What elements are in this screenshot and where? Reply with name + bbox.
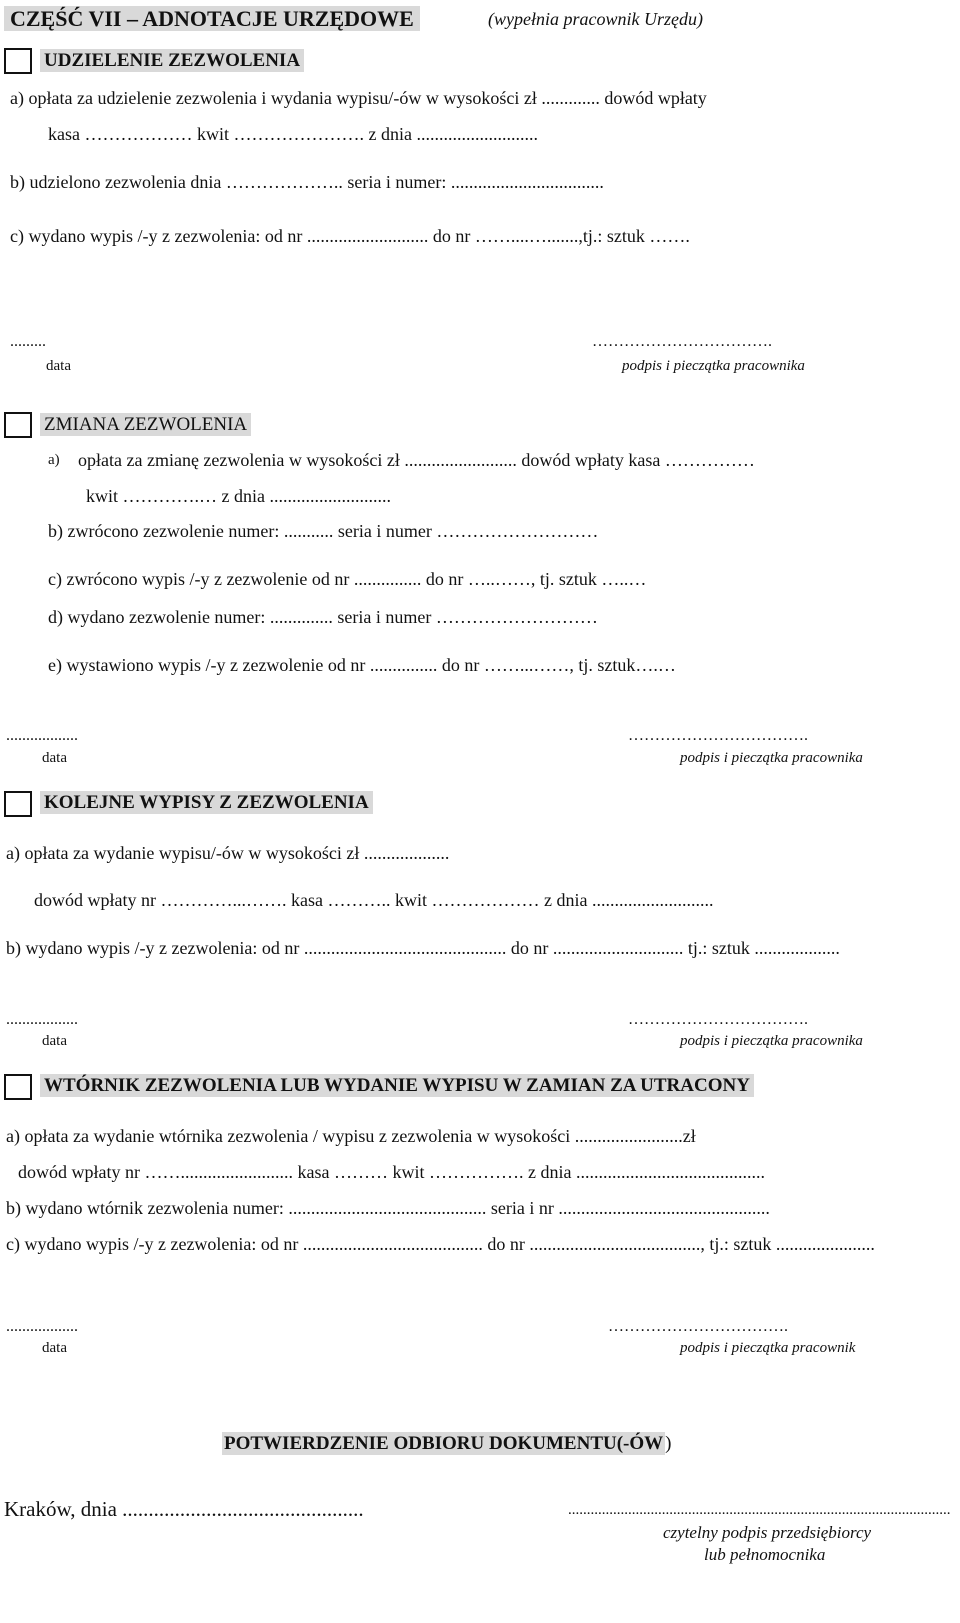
page-title xyxy=(4,6,420,32)
section-heading: WTÓRNIK ZEZWOLENIA LUB WYDANIE WYPISU W ZAMIAN ZA UTRACONY xyxy=(40,1075,754,1097)
udzielenie-checkbox[interactable] xyxy=(4,48,32,74)
s1-line-a1: a) opłata za udzielenie zezwolenia i wydania wypisu/-ów w wysokości zł ............. dowód wpłaty xyxy=(10,88,707,108)
sign-label: podpis i pieczątka pracownika xyxy=(680,1033,863,1049)
header-note: (wypełnia pracownik Urzędu) xyxy=(488,9,703,29)
s1-line-b: b) udzielono zezwolenia dnia ……………….. seria i numer: .................................. xyxy=(10,172,604,192)
signature-dots: ...................................................................................................... xyxy=(568,1502,951,1518)
date-label: data xyxy=(46,358,71,374)
s1-line-a2: kasa ……………… kwit …………………. z dnia ........................... xyxy=(48,124,538,144)
date-label: data xyxy=(42,750,67,766)
signature-label-2: lub pełnomocnika xyxy=(704,1545,826,1564)
sign-label: podpis i pieczątka pracownika xyxy=(622,358,805,374)
zmiana-checkbox[interactable] xyxy=(4,412,32,438)
date-dots: .................. xyxy=(6,727,78,744)
s3-line-b: b) wydano wypis /-y z zezwolenia: od nr ............................................. do nr ............................. tj.: sztuk ................... xyxy=(6,938,840,958)
wtornik-checkbox[interactable] xyxy=(4,1074,32,1100)
date-label: data xyxy=(42,1340,67,1356)
section-heading: ZMIANA ZEZWOLENIA xyxy=(40,414,251,436)
sign-label: podpis i pieczątka pracownika xyxy=(680,750,863,766)
s2-line-a2: kwit ………….… z dnia ........................... xyxy=(86,486,391,506)
sign-dots: ……………………………. xyxy=(608,1318,788,1335)
s2-line-e: e) wystawiono wypis /-y z zezwolenie od nr ............... do nr ……...……, tj. sztuk….… xyxy=(48,655,676,675)
s4-line-c: c) wydano wypis /-y z zezwolenia: od nr ........................................ do nr ......................................, tj.: sztuk ...................... xyxy=(6,1234,875,1254)
date-dots: .................. xyxy=(6,1318,78,1335)
kolejne-wypisy-checkbox[interactable] xyxy=(4,791,32,817)
date-label: data xyxy=(42,1033,67,1049)
confirmation-title: POTWIERDZENIE ODBIORU DOKUMENTU(-ÓW ) xyxy=(224,1433,672,1454)
s4-line-a2: dowód wpłaty nr ……......................... kasa ……… kwit ……………. z dnia .......................................... xyxy=(18,1162,765,1182)
s2-line-c: c) zwrócono wypis /-y z zezwolenie od nr ............... do nr …..……, tj. sztuk …..… xyxy=(48,569,647,589)
sign-dots: ……………………………. xyxy=(628,727,808,744)
s4-line-a1: a) opłata za wydanie wtórnika zezwolenia / wypisu z zezwolenia w wysokości ........................zł xyxy=(6,1126,696,1146)
signature-label: czytelny podpis przedsiębiorcy xyxy=(663,1523,872,1542)
date-dots: ......... xyxy=(10,333,46,350)
sign-dots: ……………………………. xyxy=(628,1011,808,1028)
s2-line-b: b) zwrócono zezwolenie numer: ........... seria i numer ……………………… xyxy=(48,521,599,541)
s1-line-c: c) wydano wypis /-y z zezwolenia: od nr ........................... do nr ……....….......,tj.: sztuk ……. xyxy=(10,226,690,246)
section-heading: UDZIELENIE ZEZWOLENIA xyxy=(40,50,304,72)
place-and-date: Kraków, dnia .............................................. xyxy=(4,1497,364,1521)
sign-label: podpis i pieczątka pracownik xyxy=(680,1340,856,1356)
s3-line-a1: a) opłata za wydanie wypisu/-ów w wysokości zł ................... xyxy=(6,843,450,863)
section-heading: KOLEJNE WYPISY Z ZEZWOLENIA xyxy=(40,792,373,814)
section-title: CZĘŚĆ VII – ADNOTACJE URZĘDOWE xyxy=(4,6,420,31)
date-dots: .................. xyxy=(6,1011,78,1028)
s2-line-a1: opłata za zmianę zezwolenia w wysokości zł ......................... dowód wpłaty kasa …………… xyxy=(78,450,755,470)
s4-line-b: b) wydano wtórnik zezwolenia numer: ............................................ seria i nr ............................................... xyxy=(6,1198,770,1218)
s3-line-a2: dowód wpłaty nr …………...……. kasa ……….. kwit ……………… z dnia ........................... xyxy=(34,890,714,910)
sign-dots: ……………………………. xyxy=(592,333,772,350)
s2-line-d: d) wydano zezwolenie numer: .............. seria i numer ……………………… xyxy=(48,607,598,627)
s2-marker-a: a) xyxy=(48,452,60,468)
